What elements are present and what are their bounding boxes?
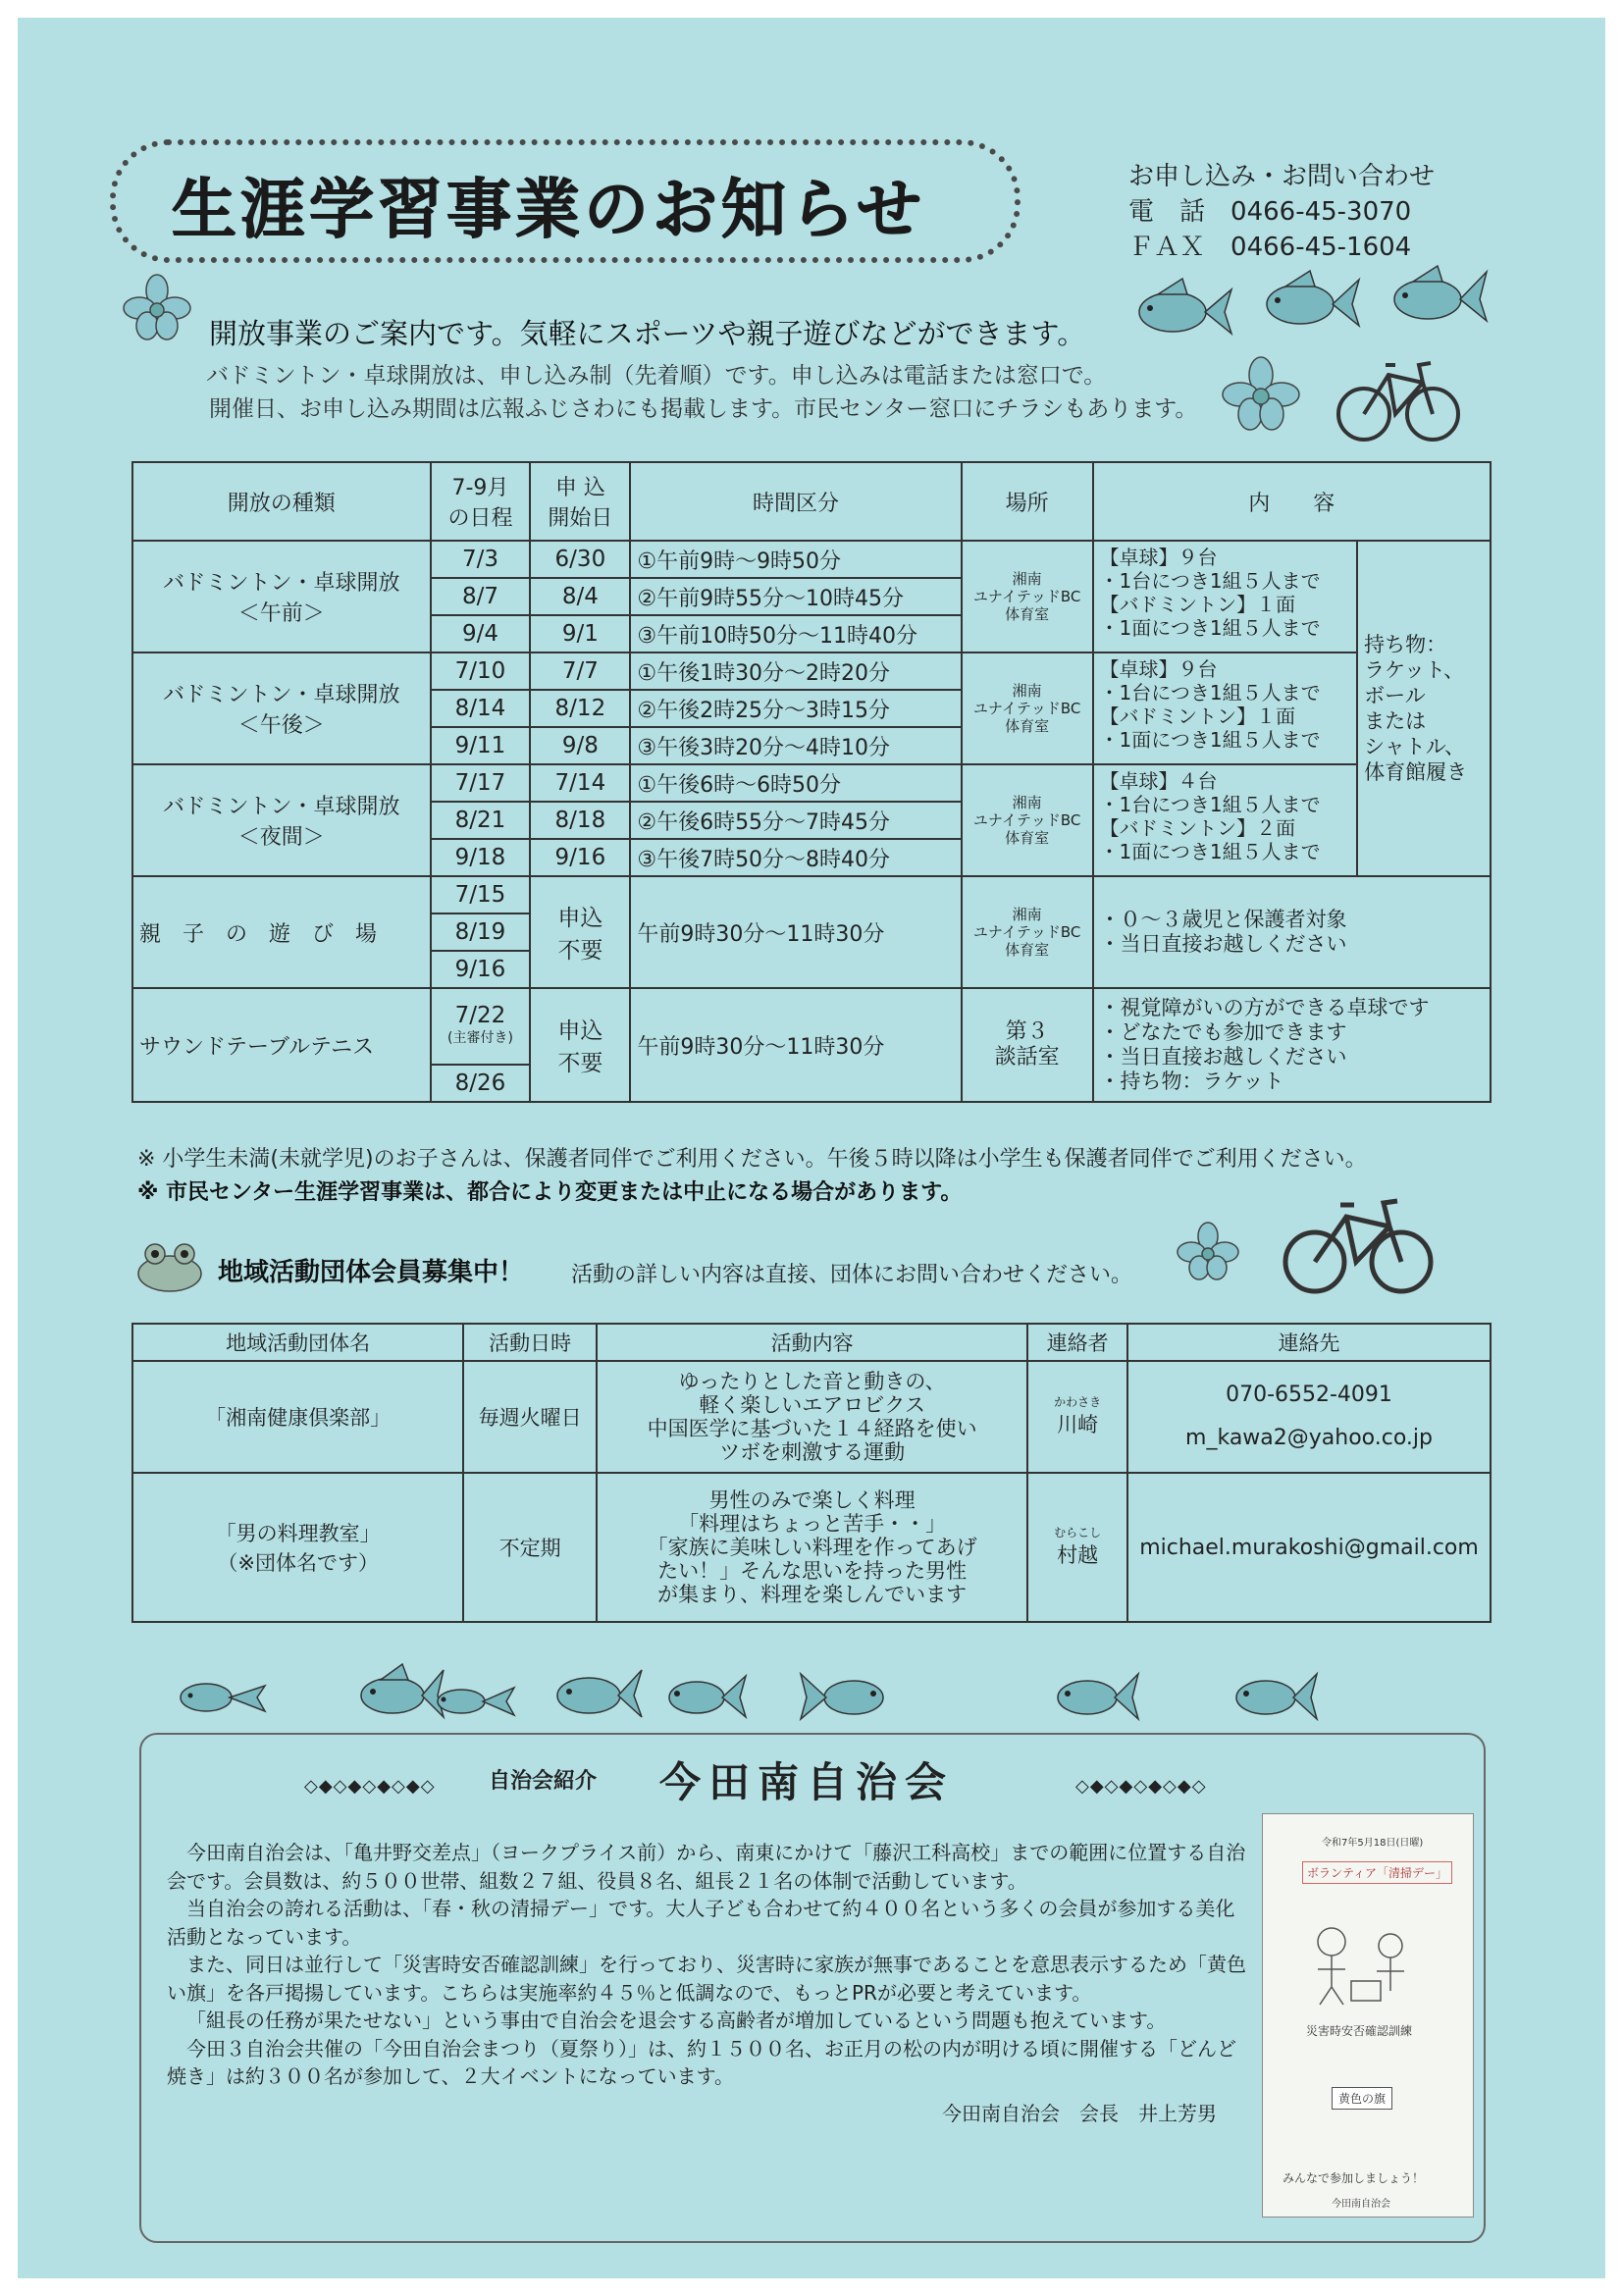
tel-line bbox=[1128, 194, 1435, 230]
note-children: ※ 小学生未満(未就学児)のお子さんは、保護者同伴でご利用ください。午後５時以降は小学生も保護者同伴でご利用ください。 bbox=[137, 1147, 1367, 1172]
time-cell: ①午後6時～6時50分 bbox=[630, 764, 961, 802]
content-cell: ・視覚障がいの方ができる卓球です ・どなたでも参加できます ・当日直接お越しください ・持ち物：ラケット bbox=[1093, 988, 1491, 1102]
type-cell: バドミントン・卓球開放 ＜午後＞ bbox=[132, 652, 431, 764]
date-cell: 8/21 bbox=[431, 802, 531, 839]
date-cell: 8/26 bbox=[431, 1065, 531, 1102]
header-time: 時間区分 bbox=[630, 462, 961, 541]
flyer-flag: 黄色の旗 bbox=[1332, 2087, 1392, 2110]
group-name-cell: 「湘南健康倶楽部」 bbox=[132, 1361, 463, 1473]
time-cell: 午前9時30分～11時30分 bbox=[630, 876, 961, 988]
date-cell: 8/7 bbox=[431, 578, 531, 615]
place-cell: 湘南 ユナイテッドBC 体育室 bbox=[962, 876, 1093, 988]
header-place: 場所 bbox=[962, 462, 1093, 541]
fish-icon bbox=[1256, 265, 1364, 334]
flower-icon bbox=[1174, 1221, 1242, 1281]
fish-icon bbox=[1236, 1674, 1317, 1719]
place-cell: 湘南 ユナイテッドBC 体育室 bbox=[962, 764, 1093, 876]
content-cell: 【卓球】９台 ・1台につき1組５人まで 【バドミントン】１面 ・1面につき1組５人まで bbox=[1093, 652, 1358, 764]
activity-cell: 男性のみで楽しく料理 「料理はちょっと苦手・・」 「家族に美味しい料理を作ってあげ たい！」そんな思いを持った男性 が集まり、料理を楽しんでいます bbox=[597, 1473, 1027, 1622]
diamond-decoration-right: ◇◆◇◆◇◆◇◆◇ bbox=[1075, 1776, 1207, 1797]
time-cell: ①午前9時～9時50分 bbox=[630, 541, 961, 578]
cleanup-illustration-icon bbox=[1292, 1903, 1440, 2010]
fax-number: 0466-45-1604 bbox=[1230, 233, 1412, 262]
time-cell: ②午前9時55分～10時45分 bbox=[630, 578, 961, 615]
time-cell: ②午後6時55分～7時45分 bbox=[630, 802, 961, 839]
tel-label: 電 話 bbox=[1128, 197, 1206, 227]
table-row bbox=[132, 988, 1491, 1065]
start-cell: 6/30 bbox=[530, 541, 630, 578]
frog-icon bbox=[133, 1238, 206, 1295]
header-day: 活動日時 bbox=[463, 1324, 597, 1361]
date-cell: 7/22 (主審付き) bbox=[431, 988, 531, 1065]
table-row bbox=[132, 1361, 1491, 1473]
place-cell: 湘南 ユナイテッドBC 体育室 bbox=[962, 652, 1093, 764]
start-cell: 8/4 bbox=[530, 578, 630, 615]
header-contact: 連絡先 bbox=[1127, 1324, 1491, 1361]
paragraph: また、同日は並行して「災害時安否確認訓練」を行っており、災害時に家族が無事であることを意思表示するため「黄色い旗」を各戸掲揚しています。こちらは実施率約４５％と低調なので、もっとPRが必要と考えています。 bbox=[167, 1953, 1246, 2005]
day-cell: 毎週火曜日 bbox=[463, 1361, 597, 1473]
page-title: 生涯学習事業のお知らせ bbox=[172, 172, 926, 247]
contact-email[interactable]: m_kawa2@yahoo.co.jp bbox=[1185, 1426, 1433, 1450]
table-row bbox=[132, 541, 1491, 578]
tel-number: 0466-45-3070 bbox=[1230, 197, 1412, 227]
start-cell: 8/12 bbox=[530, 690, 630, 727]
diamond-decoration-left: ◇◆◇◆◇◆◇◆◇ bbox=[304, 1776, 436, 1797]
recruit-title: 地域活動団体会員募集中！ bbox=[218, 1258, 525, 1287]
type-cell: サウンドテーブルテニス bbox=[132, 988, 431, 1102]
bicycle-icon bbox=[1282, 1183, 1439, 1301]
time-cell: ③午後3時20分～4時10分 bbox=[630, 727, 961, 764]
jichikai-signature: 今田南自治会 会長 井上芳男 bbox=[942, 2102, 1217, 2125]
paragraph: 今田３自治会共催の「今田自治会まつり（夏祭り）」は、約１５００名、お正月の松の内が明ける頃に開催する「どんど焼き」は約３００名が参加して、２大イベントになっています。 bbox=[167, 2036, 1236, 2088]
intro-lead: 開放事業のご案内です。気軽にスポーツや親子遊びなどができます。 bbox=[209, 317, 1086, 350]
jichikai-name: 今田南自治会 bbox=[659, 1758, 955, 1806]
start-cell: 9/8 bbox=[530, 727, 630, 764]
paragraph: 当自治会の誇れる活動は、「春・秋の清掃デー」です。大人子ども合わせて約４００名という多くの会員が参加する美化活動となっています。 bbox=[167, 1897, 1235, 1949]
type-cell: バドミントン・卓球開放 ＜夜間＞ bbox=[132, 764, 431, 876]
start-cell: 9/16 bbox=[530, 839, 630, 876]
flower-icon bbox=[1217, 355, 1305, 434]
place-cell: 第３ 談話室 bbox=[962, 988, 1093, 1102]
jichikai-label: 自治会紹介 bbox=[489, 1769, 598, 1794]
date-cell: 9/11 bbox=[431, 727, 531, 764]
fish-icon bbox=[1384, 260, 1492, 329]
belongings-cell: 持ち物： ラケット、 ボール または シャトル、 体育館履き bbox=[1357, 541, 1491, 876]
activity-cell: ゆったりとした音と動きの、 軽く楽しいエアロビクス 中国医学に基づいた１４経路を使い ツボを刺激する運動 bbox=[597, 1361, 1027, 1473]
type-cell: 親 子 の 遊 び 場 bbox=[132, 876, 431, 988]
table-row bbox=[132, 1473, 1491, 1622]
table-row bbox=[132, 764, 1491, 802]
start-cell: 7/7 bbox=[530, 652, 630, 690]
date-cell: 9/4 bbox=[431, 615, 531, 652]
fax-label: ＦＡＸ bbox=[1128, 233, 1206, 262]
start-cell: 7/14 bbox=[530, 764, 630, 802]
time-cell: ③午前10時50分～11時40分 bbox=[630, 615, 961, 652]
intro-line-3: 開催日、お申し込み期間は広報ふじさわにも掲載します。市民センター窓口にチラシもあります。 bbox=[209, 396, 1198, 422]
time-cell: 午前9時30分～11時30分 bbox=[630, 988, 961, 1102]
content-cell: 【卓球】９台 ・1台につき1組５人まで 【バドミントン】１面 ・1面につき1組５人まで bbox=[1093, 541, 1358, 652]
contact-label: お申し込み・お問い合わせ bbox=[1128, 162, 1436, 191]
flyer-image bbox=[1262, 1813, 1474, 2218]
date-cell: 7/17 bbox=[431, 764, 531, 802]
table-header-row bbox=[132, 1324, 1491, 1361]
header-content: 内 容 bbox=[1093, 462, 1491, 541]
fish-icon bbox=[1058, 1674, 1138, 1719]
header-start: 申 込 開始日 bbox=[530, 462, 630, 541]
time-cell: ①午後1時30分～2時20分 bbox=[630, 652, 961, 690]
start-cell: 申込 不要 bbox=[530, 988, 630, 1102]
paragraph: 今田南自治会は、「亀井野交差点」（ヨークプライス前）から、南東にかけて「藤沢工科高校」までの範囲に位置する自治会です。会員数は、約５００世帯、組数２７組、役員８名、組長２１名の体制で活動しています。 bbox=[167, 1841, 1246, 1893]
fish-icon bbox=[801, 1674, 883, 1719]
header-person: 連絡者 bbox=[1027, 1324, 1127, 1361]
date-cell: 9/16 bbox=[431, 951, 531, 988]
table-row bbox=[132, 876, 1491, 913]
flower-icon bbox=[118, 273, 196, 341]
flyer-footer: みんなで参加しましょう！ bbox=[1283, 2171, 1425, 2185]
note-change: ※ 市民センター生涯学習事業は、都合により変更または中止になる場合があります。 bbox=[137, 1180, 963, 1205]
header-dates: 7‐9月 の日程 bbox=[431, 462, 531, 541]
fish-row bbox=[167, 1658, 1472, 1727]
contact-block bbox=[1128, 159, 1435, 265]
flyer-date: 令和7年5月18日(日曜) bbox=[1322, 1838, 1424, 1849]
paragraph: 「組長の任務が果たせない」という事由で自治会を退会する高齢者が増加しているという問題も抱えています。 bbox=[186, 2009, 1167, 2032]
person-cell: むらこし 村越 bbox=[1027, 1473, 1127, 1622]
recruit-text: 活動の詳しい内容は直接、団体にお問い合わせください。 bbox=[571, 1263, 1133, 1287]
day-cell: 不定期 bbox=[463, 1473, 597, 1622]
contact-tel: 070-6552-4091 bbox=[1226, 1383, 1392, 1407]
person-cell: かわさき 川崎 bbox=[1027, 1361, 1127, 1473]
start-cell: 9/1 bbox=[530, 615, 630, 652]
flyer-subtitle: 災害時安否確認訓練 bbox=[1306, 2024, 1413, 2038]
time-cell: ③午後7時50分～8時40分 bbox=[630, 839, 961, 876]
content-cell: 【卓球】４台 ・1台につき1組５人まで 【バドミントン】２面 ・1面につき1組５人まで bbox=[1093, 764, 1358, 876]
date-cell: 7/3 bbox=[431, 541, 531, 578]
place-cell: 湘南 ユナイテッドBC 体育室 bbox=[962, 541, 1093, 652]
contact-cell bbox=[1127, 1361, 1491, 1473]
content-cell: ・０～３歳児と保護者対象 ・当日直接お越しください bbox=[1093, 876, 1491, 988]
flyer-org: 今田南自治会 bbox=[1332, 2199, 1390, 2210]
bicycle-icon bbox=[1335, 343, 1462, 451]
fish-icon bbox=[669, 1676, 746, 1717]
contact-email[interactable]: michael.murakoshi@gmail.com bbox=[1127, 1473, 1491, 1622]
jichikai-body bbox=[167, 1839, 1254, 2091]
date-cell: 7/10 bbox=[431, 652, 531, 690]
time-cell: ②午後2時25分～3時15分 bbox=[630, 690, 961, 727]
date-cell: 8/19 bbox=[431, 913, 531, 951]
intro-line-2: バドミントン・卓球開放は、申し込み制（先着順）です。申し込みは電話または窓口で。 bbox=[206, 363, 1107, 389]
group-name-cell: 「男の料理教室」 （※団体名です） bbox=[132, 1473, 463, 1622]
schedule-table bbox=[131, 461, 1492, 1103]
start-cell: 申込 不要 bbox=[530, 876, 630, 988]
fish-icon bbox=[1128, 275, 1236, 343]
date-cell: 8/14 bbox=[431, 690, 531, 727]
fish-icon bbox=[181, 1684, 265, 1711]
type-cell: バドミントン・卓球開放 ＜午前＞ bbox=[132, 541, 431, 652]
header-activity: 活動内容 bbox=[597, 1324, 1027, 1361]
start-cell: 8/18 bbox=[530, 802, 630, 839]
fish-icon bbox=[438, 1688, 514, 1715]
table-header-row bbox=[132, 462, 1491, 541]
groups-table bbox=[131, 1323, 1492, 1623]
date-cell: 7/15 bbox=[431, 876, 531, 913]
header-type: 開放の種類 bbox=[132, 462, 431, 541]
header-group-name: 地域活動団体名 bbox=[132, 1324, 463, 1361]
table-row bbox=[132, 652, 1491, 690]
date-cell: 9/18 bbox=[431, 839, 531, 876]
flyer-title: ボランティア「清掃デー」 bbox=[1302, 1861, 1452, 1884]
